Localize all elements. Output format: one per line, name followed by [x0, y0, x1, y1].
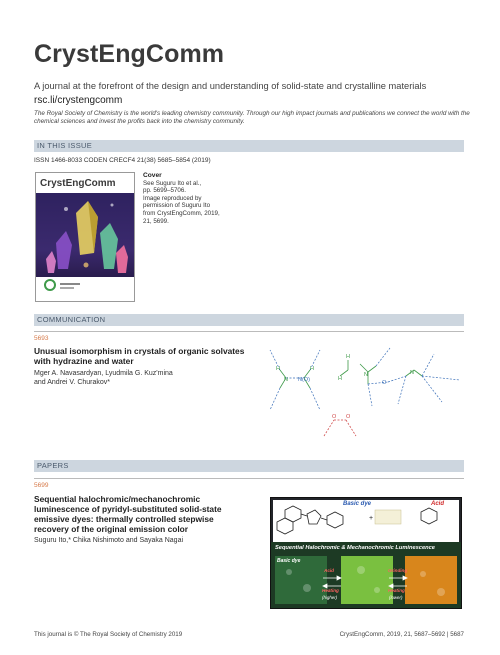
- journal-url[interactable]: rsc.li/crystengcomm: [34, 95, 123, 106]
- svg-text:H: H: [346, 354, 350, 360]
- journal-description: The Royal Society of Chemistry is the world's leading chemistry community. Through our high impact journals and publications we connect the world with the chemical sciences and invest the profits back into the chemistry community.: [34, 110, 470, 125]
- graphic-panel-basic-label: Basic dye: [277, 558, 301, 564]
- papers-graphical-abstract: [270, 497, 462, 609]
- journal-title: CrystEngComm: [34, 40, 225, 68]
- papers-title-line-3: emissive dyes: thermally controlled stepwise: [34, 514, 214, 524]
- svg-text:O: O: [346, 414, 351, 420]
- svg-text:H: H: [338, 376, 342, 382]
- cover-line-3: Image reproduced by: [143, 194, 202, 202]
- cover-heading: Cover: [143, 172, 162, 179]
- footer-citation: CrystEngComm, 2019, 21, 5687–5692 | 5687: [339, 631, 464, 638]
- journal-subtitle: A journal at the forefront of the design and understanding of solid-state and crystalline materials: [34, 81, 427, 91]
- svg-text:H: H: [276, 366, 280, 372]
- svg-text:H: H: [310, 366, 314, 372]
- communication-authors-line-2: and Andrei V. Churakov*: [34, 378, 111, 386]
- cover-line-4: permission of Suguru Ito: [143, 202, 211, 210]
- communication-page[interactable]: 5693: [34, 335, 49, 342]
- communication-authors: [34, 370, 173, 387]
- issn-line: ISSN 1466-8033 CODEN CRECF4 21(38) 5685–5854 (2019): [34, 157, 211, 164]
- communication-title[interactable]: [34, 346, 244, 366]
- graphic-acid-label: Acid: [431, 501, 445, 507]
- papers-page[interactable]: 5699: [34, 482, 49, 489]
- cover-journal-title: CrystEngComm: [40, 178, 116, 189]
- cover-artwork: [36, 173, 134, 301]
- cover-caption: [143, 172, 243, 225]
- papers-title-line-1: Sequential halochromic/mechanochromic: [34, 494, 201, 504]
- cover-line-5: from CrystEngComm, 2019,: [143, 209, 220, 217]
- papers-divider: [34, 478, 464, 479]
- communication-title-line-2: with hydrazine and water: [34, 356, 134, 366]
- cover-image: [35, 172, 135, 302]
- graphic-sequential-label: Sequential Halochromic & Mechanochromic Luminescence: [275, 545, 435, 551]
- communication-bar: COMMUNICATION: [34, 314, 464, 326]
- communication-authors-line-1: Mger A. Navasardyan, Lyudmila G. Kuz'mina: [34, 370, 173, 377]
- graphic-basic-dye-label: Basic dye: [343, 501, 372, 507]
- svg-text:O: O: [382, 380, 387, 386]
- svg-text:N: N: [364, 372, 368, 378]
- graphic-arrow2-top: Grinding: [388, 568, 408, 573]
- graphic-arrow2-note: (lower): [389, 595, 403, 600]
- graphic-arrow2-bottom: Heating: [388, 588, 405, 593]
- svg-text:N: N: [410, 370, 414, 376]
- graphic-arrow1-top: Acid: [324, 568, 334, 573]
- graphic-arrow1-note: (higher): [322, 595, 338, 600]
- communication-title-line-1: Unusual isomorphism in crystals of organic solvates: [34, 346, 245, 356]
- cover-line-2: pp. 5699–5706.: [143, 187, 187, 195]
- graphical-abstract-art: [271, 498, 461, 608]
- papers-title-line-4: recovery of the original emission color: [34, 524, 189, 534]
- cover-line-6: 21, 5699.: [143, 217, 169, 225]
- hydrogen-bond-diagram: [262, 340, 467, 440]
- svg-text:+: +: [369, 515, 374, 522]
- svg-text:N(O): N(O): [298, 377, 310, 383]
- graphic-arrow1-bottom: Heating: [322, 588, 339, 593]
- communication-divider: [34, 331, 464, 332]
- svg-text:N: N: [284, 377, 288, 383]
- papers-title-line-2: luminescence of pyridyl-substituted solid-state: [34, 504, 222, 514]
- papers-authors: Suguru Ito,* Chika Nishimoto and Sayaka Nagai: [34, 537, 184, 544]
- in-this-issue-bar: IN THIS ISSUE: [34, 140, 464, 152]
- footer-copyright: This journal is © The Royal Society of Chemistry 2019: [34, 631, 183, 638]
- svg-text:O: O: [332, 414, 337, 420]
- cover-line-1: See Suguru Ito et al.,: [143, 179, 202, 187]
- papers-title[interactable]: [34, 494, 222, 534]
- papers-bar: PAPERS: [34, 460, 464, 472]
